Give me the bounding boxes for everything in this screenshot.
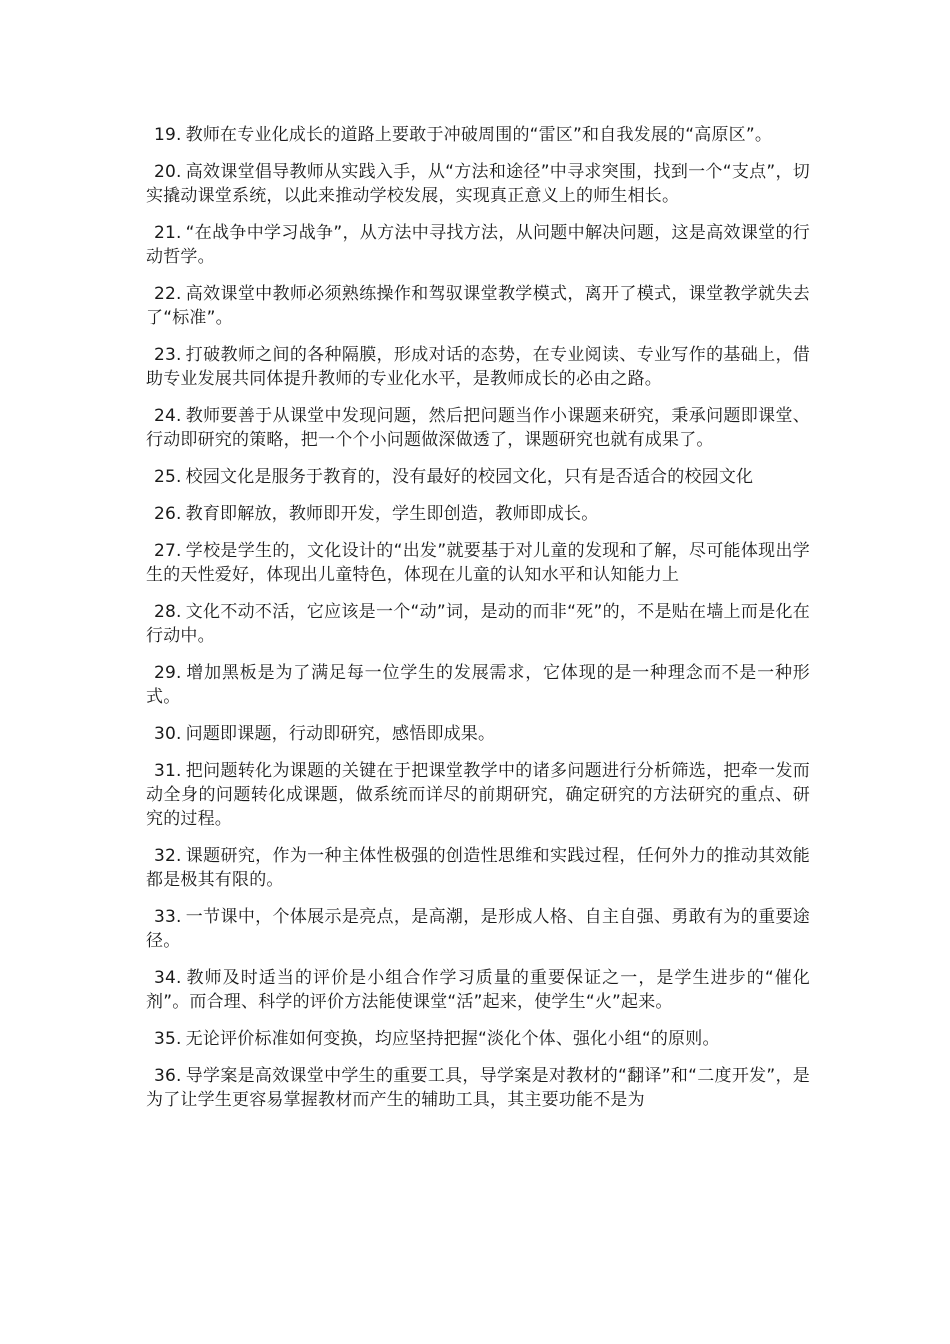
paragraph-23: 23. 打破教师之间的各种隔膜，形成对话的态势，在专业阅读、专业写作的基础上，借助专业发展共同体提升教师的专业化水平，是教师成长的必由之路。: [146, 345, 810, 389]
paragraph-30: 30. 问题即课题，行动即研究，感悟即成果。: [154, 724, 496, 744]
paragraph-32: 32. 课题研究，作为一种主体性极强的创造性思维和实践过程，任何外力的推动其效能都是极其有限的。: [146, 846, 810, 890]
paragraph-21: 21. “在战争中学习战争”，从方法中寻找方法，从问题中解决问题，这是高效课堂的行动哲学。: [146, 223, 810, 267]
paragraph-29: 29. 增加黑板是为了满足每一位学生的发展需求，它体现的是一种理念而不是一种形式。: [146, 663, 810, 707]
paragraph-36: 36. 导学案是高效课堂中学生的重要工具，导学案是对教材的“翻译”和“二度开发”，是为了让学生更容易掌握教材而产生的辅助工具，其主要功能不是为: [146, 1066, 810, 1110]
paragraph-25: 25. 校园文化是服务于教育的，没有最好的校园文化，只有是否适合的校园文化: [154, 467, 754, 487]
paragraph-20: 20. 高效课堂倡导教师从实践入手，从“方法和途径”中寻求突围，找到一个“支点”，切实撬动课堂系统，以此来推动学校发展，实现真正意义上的师生相长。: [146, 162, 810, 206]
paragraph-34: 34. 教师及时适当的评价是小组合作学习质量的重要保证之一，是学生进步的“催化剂”。而合理、科学的评价方法能使课堂“活”起来，使学生“火”起来。: [146, 968, 810, 1012]
paragraph-35: 35. 无论评价标准如何变换，均应坚持把握“淡化个体、强化小组“的原则。: [154, 1029, 720, 1049]
paragraph-27: 27. 学校是学生的，文化设计的“出发”就要基于对儿童的发现和了解，尽可能体现出学生的天性爱好，体现出儿童特色，体现在儿童的认知水平和认知能力上: [146, 541, 810, 585]
paragraph-26: 26. 教育即解放，教师即开发，学生即创造，教师即成长。: [154, 504, 599, 524]
paragraph-19: 19. 教师在专业化成长的道路上要敢于冲破周围的“雷区”和自我发展的“高原区”。: [154, 125, 773, 145]
paragraph-24: 24. 教师要善于从课堂中发现问题，然后把问题当作小课题来研究，秉承问题即课堂、行动即研究的策略，把一个个小问题做深做透了，课题研究也就有成果了。: [146, 406, 810, 450]
paragraph-31: 31. 把问题转化为课题的关键在于把课堂教学中的诸多问题进行分析筛选，把牵一发而动全身的问题转化成课题，做系统而详尽的前期研究，确定研究的方法研究的重点、研究的过程。: [146, 761, 810, 829]
paragraph-22: 22. 高效课堂中教师必须熟练操作和驾驭课堂教学模式，离开了模式，课堂教学就失去了“标准”。: [146, 284, 810, 328]
paragraph-28: 28. 文化不动不活，它应该是一个“动”词，是动的而非“死”的，不是贴在墙上而是化在行动中。: [146, 602, 810, 646]
paragraph-33: 33. 一节课中，个体展示是亮点，是高潮，是形成人格、自主自强、勇敢有为的重要途径。: [146, 907, 810, 951]
